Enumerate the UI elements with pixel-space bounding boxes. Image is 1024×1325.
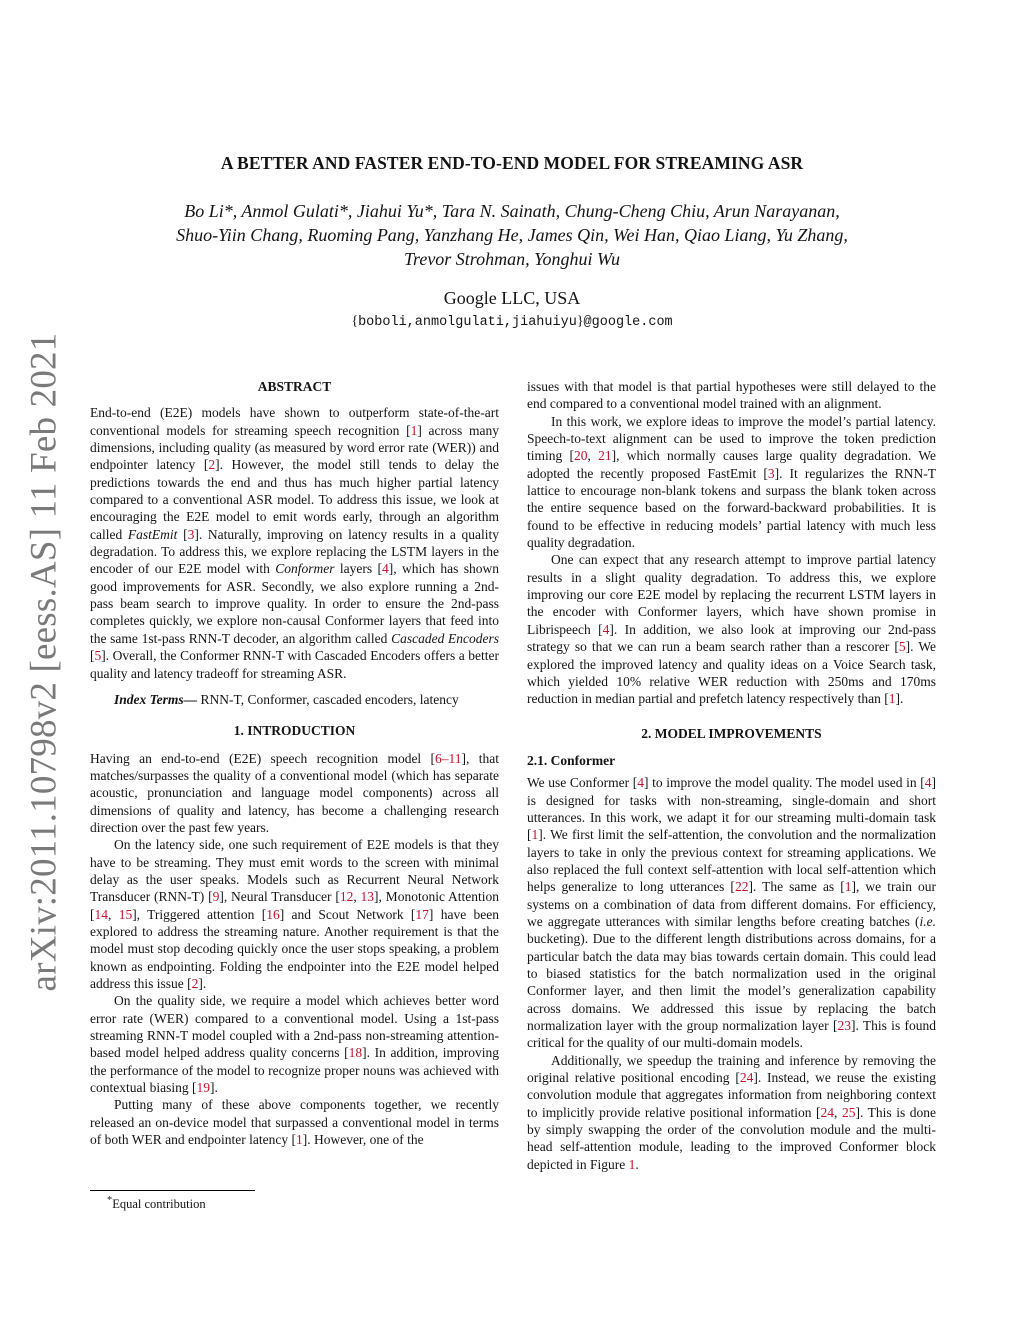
footnote: *Equal contribution — [107, 1195, 206, 1212]
citation-link[interactable]: 15 — [118, 906, 133, 922]
citation-link[interactable]: 12 — [339, 889, 354, 905]
intro-paragraph-4-cont: issues with that model is that partial hypotheses were still delayed to the end compared to a conventional model trained with an alignment. — [527, 379, 936, 412]
figure-reference-link[interactable]: 1 — [628, 1156, 636, 1172]
abstract-paragraph: End-to-end (E2E) models have shown to outperform state-of-the-art conventional models for streaming speech recognition [1] across many dimensions, including quality (as measured by word error rate (WER)) and endpointer latency [2]. However, the model still tends to delay the predictions towards the end and thus has much higher partial latency compared to a conventional ASR model. To address this issue, we look at encouraging the E2E model to emit words early, through an algorithm called FastEmit [3]. Naturally, improving on latency results in a quality degradation. To address this, we explore replacing the LSTM layers in the encoder of our E2E model with Conformer layers [4], which has shown good improvements for ASR. Secondly, we also explore running a 2nd-pass beam search to improve quality. In order to ensure the 2nd-pass completes quickly, we explore non-causal Conformer layers that feed into the same 1st-pass RNN-T decoder, an algorithm called Cascaded Encoders [5]. Overall, the Conformer RNN-T with Cascaded Encoders offers a better quality and latency tradeoff for streaming ASR. — [90, 405, 500, 681]
citation-link[interactable]: 1 — [410, 422, 418, 438]
citation-link[interactable]: 20 — [574, 448, 588, 464]
affiliation: Google LLC, USA — [443, 288, 581, 308]
citation-link[interactable]: 1 — [844, 879, 852, 895]
conformer-subheading: 2.1. Conformer — [527, 752, 616, 768]
citation-link[interactable]: 24 — [820, 1104, 835, 1120]
author-line-1: Bo Li*, Anmol Gulati*, Jiahui Yu*, Tara N. Sainath, Chung-Cheng Chiu, Arun Narayanan, — [184, 201, 840, 221]
citation-link[interactable]: 18 — [348, 1045, 363, 1061]
left-column — [90, 378, 499, 1148]
citation-link[interactable]: 4 — [637, 775, 645, 791]
citation-link[interactable]: 22 — [734, 879, 749, 895]
author-list — [100, 199, 924, 271]
citation-link[interactable]: 5 — [898, 639, 906, 655]
conformer-paragraph-2: Additionally, we speedup the training and inference by removing the original relative positional encoding [24]. Instead, we reuse the existing convolution module that aggregates information from neighboring context to implicitly provide relative positional information [24, 25]. This is done by simply swapping the order of the convolution module and the multi-head self-attention module, leading to the improved Conformer block depicted in Figure 1. — [527, 1052, 937, 1172]
author-line-3: Trevor Strohman, Yonghui Wu — [403, 249, 621, 269]
conformer-paragraph-1: We use Conformer [4] to improve the model quality. The model used in [4] is designed for tasks with non-streaming, single-domain and short utterances. In this work, we adapt it for our streaming multi-domain task [1]. We first limit the self-attention, the convolution and the normalization layers to take in only the previous context for streaming applications. We also replaced the full context self-attention with local self-attention which helps generalize to long utterances [22]. The same as [1], we train our systems on a combination of data from different domains. For efficiency, we aggregate utterances with similar lengths before creating batches (i.e. bucketing). Due to the different length distributions across domains, for a particular batch the data may bias towards certain domain. This could lead to biased statistics for the batch normalization used in the original Conformer layer, and then limit the model’s generalization capability across domains. We addressed this issue by replacing the batch normalization layer with the group normalization layer [23]. This is found critical for the quality of our multi-domain models. — [527, 775, 936, 1051]
citation-link[interactable]: 13 — [360, 889, 375, 905]
paper-title: A BETTER AND FASTER END-TO-END MODEL FOR STREAMING ASR — [220, 153, 804, 173]
citation-link[interactable]: 6–11 — [435, 750, 462, 766]
citation-link[interactable]: 21 — [598, 448, 612, 464]
index-terms: Index Terms— RNN-T, Conformer, cascaded encoders, latency — [114, 691, 459, 707]
intro-paragraph-6: One can expect that any research attempt to improve partial latency results in a slight quality degradation. To address this, we explore improving our core E2E model by replacing the recurrent LSTM layers in the encoder with Conformer layers, which have shown promise in Librispeech [4]. In addition, we also look at improving our 2nd-pass strategy so that we can run a beam search rather than a rescorer [5]. We explored the improved latency and quality ideas on a Voice Search task, which yielded 10% relative WER reduction with 250ms and 170ms reduction in median partial and prefetch latency respectively than [1]. — [527, 552, 937, 707]
right-column — [527, 378, 936, 1173]
citation-link[interactable]: 5 — [94, 648, 102, 664]
citation-link[interactable]: 4 — [602, 621, 610, 637]
abstract-heading: ABSTRACT — [257, 379, 332, 394]
citation-link[interactable]: 25 — [841, 1104, 856, 1120]
model-improvements-heading: 2. MODEL IMPROVEMENTS — [641, 725, 822, 741]
intro-paragraph-4: Putting many of these above components together, we recently released an on-device model that surpassed a conventional model in terms of both WER and endpointer latency [1]. However, one of the — [90, 1097, 499, 1148]
introduction-heading: 1. INTRODUCTION — [233, 723, 356, 739]
citation-link[interactable]: 1 — [295, 1132, 303, 1148]
footnote-divider — [90, 1190, 255, 1191]
citation-link[interactable]: 3 — [767, 465, 775, 481]
author-line-2: Shuo-Yiin Chang, Ruoming Pang, Yanzhang He, James Qin, Wei Han, Qiao Liang, Yu Zhang, — [176, 225, 848, 245]
citation-link[interactable]: 3 — [187, 526, 195, 542]
citation-link[interactable]: 2 — [208, 457, 216, 473]
citation-link[interactable]: 19 — [196, 1080, 210, 1096]
intro-paragraph-3: On the quality side, we require a model which achieves better word error rate (WER) compared to a conventional model. Using a 1st-pass streaming RNN-T model coupled with a 2nd-pass non-streaming attention-based model helped address quality concerns [18]. In addition, improving the performance of the model to recognize proper nouns was achieved with contextual biasing [19]. — [90, 993, 500, 1096]
email-names: boboli,anmolgulati,jiahuiyu — [358, 315, 577, 330]
citation-link[interactable]: 4 — [382, 561, 389, 577]
email-domain: @google.com — [583, 315, 673, 330]
citation-link[interactable]: 1 — [531, 827, 539, 843]
citation-link[interactable]: 24 — [739, 1070, 754, 1086]
intro-paragraph-1: Having an end-to-end (E2E) speech recognition model [6–11], that matches/surpasses the quality of a conventional model (which has separate acoustic, pronunciation and language model components) across all dimensions of quality and latency, has become a challenging research direction over the past few years. — [90, 750, 499, 835]
intro-paragraph-2: On the latency side, one such requirement of E2E models is that they have to be streaming. They must emit words to the screen with minimal delay as the user speaks. Models such as Recurrent Neural Network Transducer (RNN-T) [9], Neural Transducer [12, 13], Monotonic Attention [14, 15], Triggered attention [16] and Scout Network [17] have been explored to address the streaming nature. Another requirement is that the model must stop decoding quickly once the user stops speaking, a problem known as endpointing. Folding the endpointer into the E2E model helped address this issue [2]. — [90, 837, 499, 991]
email-line: {boboli,anmolgulati,jiahuiyu}@google.com — [351, 314, 673, 330]
citation-link[interactable]: 9 — [212, 889, 220, 905]
citation-link[interactable]: 1 — [888, 691, 896, 707]
citation-link[interactable]: 17 — [415, 906, 429, 922]
citation-link[interactable]: 16 — [266, 906, 280, 922]
citation-link[interactable]: 14 — [94, 906, 108, 922]
citation-link[interactable]: 4 — [924, 775, 932, 791]
intro-paragraph-5: In this work, we explore ideas to improve the model’s partial latency. Speech-to-text alignment can be used to improve the token prediction timing [20, 21], which normally causes large quality degradation. We adopted the recently proposed FastEmit [3]. It regularizes the RNN-T lattice to encourage non-blank tokens and surpass the blank token across the entire sequence based on the forward-backward probabilities. It is found to be effective in reducing models’ partial latency with much less quality degradation. — [527, 413, 937, 551]
citation-link[interactable]: 23 — [837, 1018, 851, 1034]
citation-link[interactable]: 2 — [191, 976, 199, 991]
